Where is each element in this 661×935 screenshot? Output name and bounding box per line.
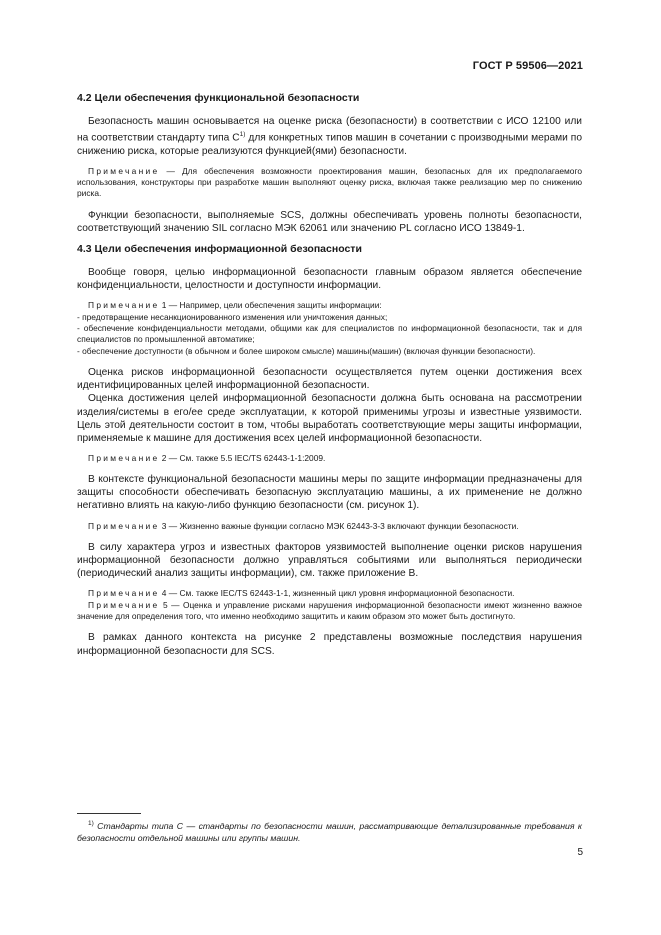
footnote-text: Стандарты типа С — стандарты по безопасности машин, рассматривающие детализированные требования к безопасности отдельной машины или группы машин. <box>77 820 582 843</box>
footnote-reference: 1) <box>239 131 246 139</box>
note-1-item-1: - предотвращение несанкционированного изменения или уничтожения данных; <box>77 311 388 322</box>
section-4-3-note-5 <box>77 600 582 623</box>
section-4-3-paragraph-3: Оценка достижения целей информационной безопасности должна быть основана на рассмотрении изделия/системы в его/ее среде эксплуатации, к которой применимы угрозы и известные уязвимости. Цель этой деятельности состоит в том, чтобы выработать соответствующие меры защиты информации, применяемые к машине для достижения всех целей информационной безопасности. <box>77 393 582 444</box>
note-1-item-2: - обеспечение конфиденциальности методами, общими как для специалистов по информационной безопасности, так и для специалистов по промышленной автоматике; <box>77 323 582 345</box>
section-4-3-note-4 <box>77 588 582 599</box>
paragraph-text: Безопасность машин основывается на оценке риска (безопасности) в соответствии с ИСО 12100 или на соответствии стандарту типа С <box>77 116 582 144</box>
note-text: 1 — Например, цели обеспечения защиты информации: <box>159 300 382 311</box>
note-label: Примечание <box>88 300 160 311</box>
section-4-3-title: 4.3 Цели обеспечения информационной безопасности <box>77 243 362 256</box>
footnote-marker: 1) <box>88 820 94 827</box>
note-text: 5 — Оценка и управление рисками нарушения информационной безопасности имеют жизненно важное значение для определения того, что именно необходимо защитить и каким образом это может быть достигнуто. <box>77 599 582 622</box>
note-label: Примечание <box>88 599 160 610</box>
section-4-3-paragraph-5: В силу характера угроз и известных факторов уязвимостей выполнение оценки рисков нарушения информационной безопасности должно управляться событиями или выполняться периодически (периодический анализ защиты информации), см. также приложение В. <box>77 541 582 580</box>
note-label: Примечание <box>88 165 160 176</box>
section-4-3-paragraph-6: В рамках данного контекста на рисунке 2 представлены возможные последствия нарушения информационной безопасности для SCS. <box>77 632 582 657</box>
note-text: 3 — Жизненно важные функции согласно МЭК 62443-3-3 включают функции безопасности. <box>159 520 519 531</box>
note-label: Примечание <box>88 452 160 463</box>
section-4-2-paragraph-2: Функции безопасности, выполняемые SCS, должны обеспечивать уровень полноты безопасности, соответствующий значению SIL согласно МЭК 62061 или значению PL согласно ИСО 13849-1. <box>77 209 582 234</box>
section-4-3-paragraph-2: Оценка рисков информационной безопасности осуществляется путем оценки достижения всех идентифицированных целей информационной безопасности. <box>77 367 582 392</box>
footnote-separator <box>77 813 141 814</box>
section-4-2-title: 4.2 Цели обеспечения функциональной безопасности <box>77 92 360 104</box>
note-text: 4 — См. также IEC/TS 62443-1-1, жизненный цикл уровня информационной безопасности. <box>159 588 515 599</box>
note-1-item-3: - обеспечение доступности (в обычном и более широком смысле) машины(машин) (включая функции безопасности). <box>77 345 536 356</box>
note-label: Примечание <box>88 588 160 599</box>
section-4-3-note-3 <box>77 521 582 532</box>
section-4-2-note <box>77 166 582 200</box>
note-text: — Для обеспечения возможности проектирования машин, безопасных для их предполагаемого использования, конструкторы при разработке машин выполняют оценку риска, включая также реализацию мер по снижению риска. <box>77 165 582 199</box>
section-4-3-paragraph-1: Вообще говоря, целью информационной безопасности главным образом является обеспечение конфиденциальности, целостности и доступности информации. <box>77 267 582 292</box>
standard-designation: ГОСТ Р 59506—2021 <box>472 60 583 72</box>
section-4-3-note-1 <box>77 300 582 311</box>
section-4-2-paragraph-1 <box>77 115 582 158</box>
section-4-3-note-2 <box>77 453 582 464</box>
page-number: 5 <box>577 847 583 858</box>
footnote <box>77 818 582 844</box>
paragraph-text: для конкретных типов машин в сочетании с производными мерами по снижению риска, которые реализуются функцией(ями) безопасности. <box>77 132 582 157</box>
note-label: Примечание <box>88 520 160 531</box>
section-4-3-paragraph-4: В контексте функциональной безопасности машины меры по защите информации предназначены для защиты способности обеспечивать безопасную эксплуатацию машины, а их применение не должно негативно влиять на какую-либо функцию безопасности (см. рисунок 1). <box>77 474 582 512</box>
note-text: 2 — См. также 5.5 IEC/TS 62443-1-1:2009. <box>159 452 326 463</box>
page-content <box>77 92 582 666</box>
